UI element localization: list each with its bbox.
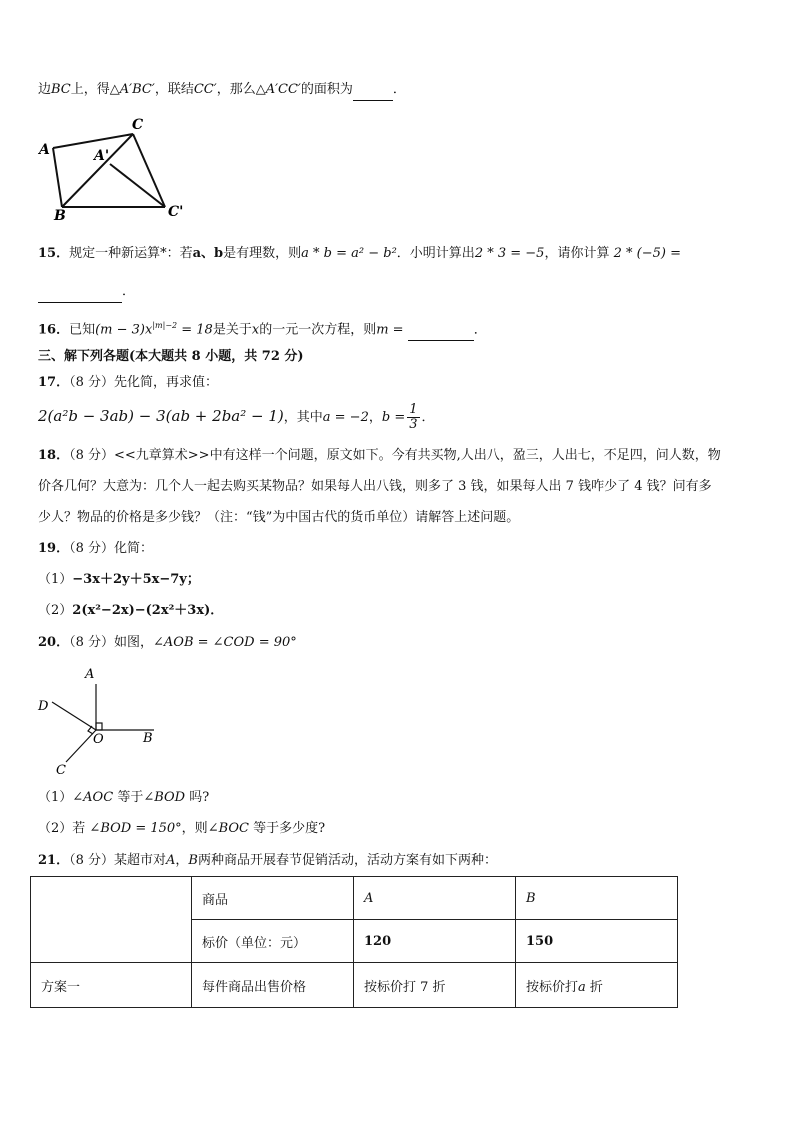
q20-part-2-mid: ，则 <box>181 821 208 836</box>
q20-header-line <box>38 633 297 653</box>
q21-text-1: （8 分）某超市对 <box>69 853 166 868</box>
q16-text-1: 已知 <box>69 322 96 338</box>
q20-part-1-mid: 等于 <box>117 790 144 805</box>
q16-text-3: 的一元一次方程，则 <box>259 322 377 338</box>
table-corner-cell <box>31 877 192 963</box>
q14-triangle-2: △A′CC′ <box>255 82 301 97</box>
q20-part-2-label: （2）若 <box>38 821 86 836</box>
q17-cond-a: a = −2 <box>322 410 369 425</box>
q16-equation: (m − 3)x <box>95 322 153 338</box>
q19-part-2-label: （2） <box>38 603 73 618</box>
table-row <box>31 963 678 1008</box>
table-header-goods: 商品 <box>192 877 354 920</box>
q14-triangle-1: △A′BC′ <box>109 82 155 97</box>
q14-label-a: A <box>39 142 50 158</box>
q14-text-1: 边 <box>38 82 52 97</box>
q16-exponent: |m|−2 <box>152 321 178 330</box>
q20-part-1-label: （1） <box>38 790 73 805</box>
q17-frac-den: 3 <box>409 417 418 432</box>
q16-number: 16． <box>38 322 70 338</box>
q19-part-1-label: （1） <box>38 572 73 587</box>
table-plan1-b-pre: 按标价打 <box>526 979 579 995</box>
q18-number: 18． <box>38 448 70 463</box>
q17-header-line <box>38 373 218 393</box>
q21-item-b: B <box>188 853 198 868</box>
q17-number: 17． <box>38 375 70 390</box>
q15-ask: 2 * (−5) = <box>613 246 681 261</box>
q21-item-a: A <box>166 853 176 868</box>
q17-sep: ， <box>368 410 382 425</box>
q20-label-d: D <box>38 699 49 714</box>
q20-part-1-end: 吗? <box>189 790 210 805</box>
q17-fraction <box>407 403 419 432</box>
q21-header-line <box>38 851 497 871</box>
table-price-b: 150 <box>516 920 678 963</box>
q20-part-2-b: ∠BOC <box>207 821 249 836</box>
q17-cond-b: b = <box>381 410 406 425</box>
q14-answer-blank[interactable] <box>353 80 393 101</box>
q14-text-5: 的面积为 <box>300 82 353 97</box>
q20-part-2-end: 等于多少度? <box>253 821 326 836</box>
q19-part-2-expr: 2(x²−2x)−(2x²＋3x)． <box>72 603 224 618</box>
q18-text-1: （8 分）<<九章算术>>中有这样一个问题，原文如下。今有共买物,人出八，盈三，人出七，不足四，问人数，物 <box>69 448 721 463</box>
q14-figure <box>30 112 200 222</box>
q16-line <box>38 316 487 341</box>
q19-header: （8 分）化简： <box>69 541 153 556</box>
q15-rule: a * b = a² − b² <box>301 246 397 261</box>
q19-number: 19． <box>38 541 70 556</box>
q14-end: ． <box>392 82 406 97</box>
q17-expression: 2(a²b − 3ab) − 3(ab + 2ba² − 1) <box>38 407 284 425</box>
q21-sep: ， <box>175 853 189 868</box>
q20-part-2 <box>38 819 325 839</box>
q18-line-2: 价各几何？大意为：几个人一起去购买某物品？如果每人出八钱，则多了 3 钱，如果每人出 7 钱咋少了 4 钱？问有多 <box>38 479 712 494</box>
q16-rhs: = 18 <box>177 322 213 338</box>
q20-label-a: A <box>85 667 95 682</box>
q14-seg-bc: BC <box>51 82 71 97</box>
q14-label-c: C <box>132 117 144 133</box>
q20-given: ∠AOB = ∠COD = 90° <box>153 635 297 650</box>
q18-line-1 <box>38 446 721 466</box>
q17-header: （8 分）先化简，再求值： <box>69 375 218 390</box>
table-plan1-b-var: a <box>578 979 586 995</box>
q14-text-4: ，那么 <box>216 82 256 97</box>
table-plan1-label: 方案一 <box>31 963 192 1008</box>
q20-header: （8 分）如图， <box>69 635 153 650</box>
q15-text-3: ．小明计算出 <box>396 246 475 261</box>
q20-number: 20． <box>38 635 70 650</box>
q17-expression-line <box>38 400 435 434</box>
q17-frac-num: 1 <box>409 402 418 417</box>
table-plan1-b <box>516 963 678 1008</box>
table-price-a: 120 <box>354 920 516 963</box>
q15-end: ． <box>122 284 136 299</box>
q15-line-2 <box>38 282 135 303</box>
q19-header-line <box>38 539 153 559</box>
q15-number: 15． <box>38 246 70 261</box>
q15-answer-blank[interactable] <box>38 282 122 303</box>
q16-ask: m = <box>376 322 404 338</box>
q15-text-1: 规定一种新运算*：若 <box>69 246 193 261</box>
q20-label-c: C <box>56 763 66 778</box>
table-col-a: A <box>354 877 516 920</box>
q21-text-2: 两种商品开展春节促销活动，活动方案有如下两种： <box>197 853 497 868</box>
q20-figure <box>30 662 170 778</box>
q14-label-b: B <box>54 208 66 222</box>
q21-promo-table <box>30 876 678 1008</box>
q14-seg-cc: CC′ <box>193 82 217 97</box>
q20-part-1 <box>38 788 209 808</box>
q15-example: 2 * 3 = −5 <box>474 246 545 261</box>
table-plan1-b-post: 折 <box>589 979 603 995</box>
q14-text-line <box>38 80 406 101</box>
table-plan1-a: 按标价打 7 折 <box>354 963 516 1008</box>
table-price-label: 标价（单位：元） <box>192 920 354 963</box>
q15-text-2: 是有理数，则 <box>223 246 302 261</box>
q14-text-3: ，联结 <box>154 82 194 97</box>
q15-text-4: ，请你计算 <box>544 246 610 261</box>
q15-vars: a、b <box>192 246 224 261</box>
q19-part-1 <box>38 570 200 590</box>
q14-label-a-prime: A' <box>94 148 110 164</box>
q20-part-2-cond: ∠BOD = 150° <box>89 821 182 836</box>
q16-text-2: 是关于 <box>212 322 252 338</box>
q20-part-1-a: ∠AOC <box>72 790 114 805</box>
q17-end: ． <box>421 410 435 425</box>
q21-number: 21． <box>38 853 70 868</box>
q14-label-c-prime: C' <box>168 204 184 220</box>
table-plan1-desc: 每件商品出售价格 <box>192 963 354 1008</box>
q16-end: ． <box>473 322 487 338</box>
q20-label-b: B <box>143 731 153 746</box>
table-col-b: B <box>516 877 678 920</box>
q15-line-1 <box>38 244 681 264</box>
table-row <box>31 877 678 920</box>
section-3-title: 三、解下列各题(本大题共 8 小题，共 72 分) <box>38 349 304 364</box>
q18-line-3: 少人？物品的价格是多少钱？（注：“钱”为中国古代的货币单位）请解答上述问题。 <box>38 510 520 525</box>
q16-var: x <box>251 322 260 338</box>
q14-text-2: 上，得 <box>70 82 110 97</box>
q16-answer-blank[interactable] <box>408 320 474 341</box>
q17-text-1: ，其中 <box>283 410 323 425</box>
q20-label-o: O <box>93 732 104 747</box>
q19-part-2 <box>38 601 223 621</box>
q19-part-1-expr: −3x＋2y＋5x−7y； <box>72 572 200 587</box>
q20-part-1-b: ∠BOD <box>143 790 186 805</box>
